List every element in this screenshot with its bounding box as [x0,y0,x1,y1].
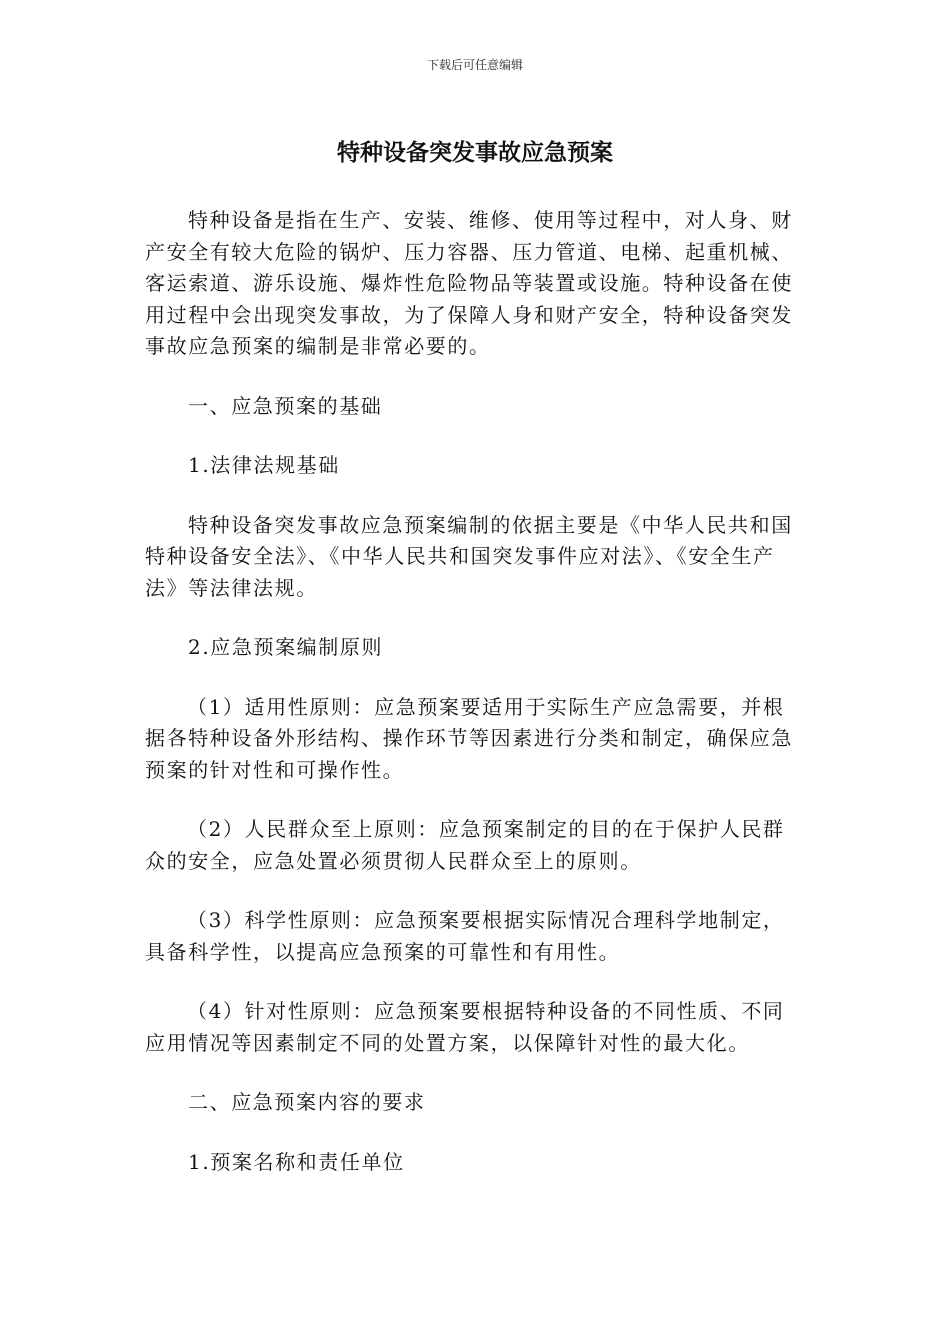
legal-basis-paragraph: 特种设备突发事故应急预案编制的依据主要是《中华人民共和国特种设备安全法》、《中华人民共和国突发事件应对法》、《安全生产法》等法律法规。 [145,512,793,600]
subsection-heading-1-1: 1.法律法规基础 [188,453,340,477]
header-note: 下载后可任意编辑 [426,58,523,72]
principle-item-3: （3）科学性原则：应急预案要根据实际情况合理科学地制定，具备科学性，以提高应急预案的可靠性和有用性。 [145,908,785,964]
section-heading-1: 一、应急预案的基础 [188,393,383,418]
intro-paragraph: 特种设备是指在生产、安装、维修、使用等过程中，对人身、财产安全有较大危险的锅炉、压力容器、压力管道、电梯、起重机械、客运索道、游乐设施、爆炸性危险物品等装置或设施。特种设备在使用过程中会出现突发事故，为了保障人身和财产安全，特种设备突发事故应急预案的编制是非常必要的。 [145,208,793,358]
principle-item-4: （4）针对性原则：应急预案要根据特种设备的不同性质、不同应用情况等因素制定不同的处置方案，以保障针对性的最大化。 [145,999,785,1055]
principle-item-1: （1）适用性原则：应急预案要适用于实际生产应急需要，并根据各特种设备外形结构、操作环节等因素进行分类和制定，确保应急预案的针对性和可操作性。 [145,694,793,782]
section-heading-2: 二、应急预案内容的要求 [188,1090,426,1114]
document-title: 特种设备突发事故应急预案 [337,140,613,166]
principle-item-2: （2）人民群众至上原则：应急预案制定的目的在于保护人民群众的安全，应急处置必须贯彻人民群众至上的原则。 [145,817,785,873]
subsection-heading-2-1: 1.预案名称和责任单位 [188,1149,405,1174]
subsection-heading-1-2: 2.应急预案编制原则 [188,635,384,659]
document-body [145,205,805,1206]
